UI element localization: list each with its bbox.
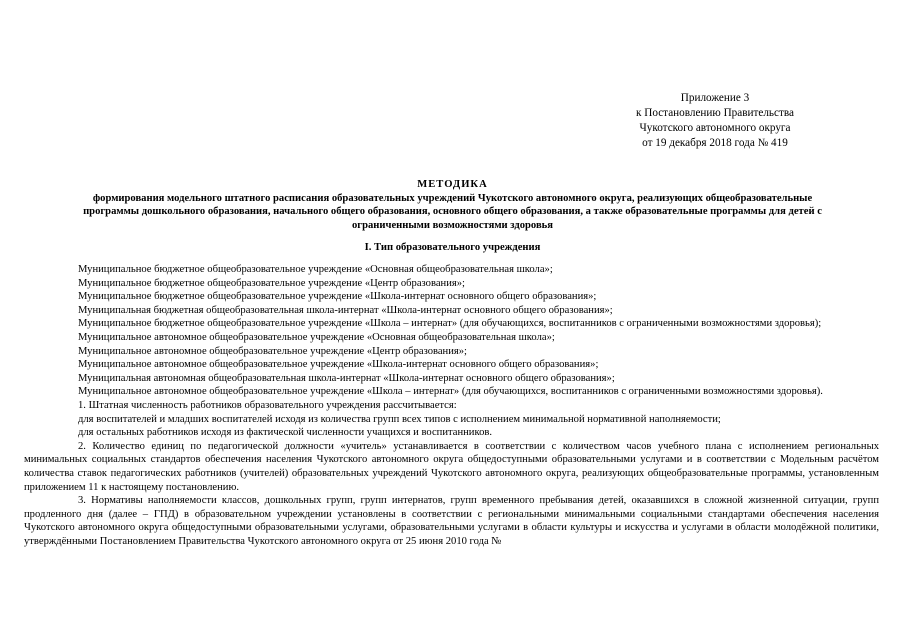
appendix-region: Чукотского автономного округа bbox=[639, 122, 791, 134]
institution-type: Муниципальное бюджетное общеобразовательное учреждение «Школа – интернат» (для обучающихся, воспитанников с ограниченными возможностями здоровья); bbox=[78, 318, 822, 330]
appendix-date: от 19 декабря 2018 года № 419 bbox=[642, 137, 788, 149]
document-title: МЕТОДИКА bbox=[417, 179, 488, 190]
institution-type: Муниципальное бюджетное общеобразовательное учреждение «Школа-интернат основного общего образования»; bbox=[78, 291, 597, 303]
heading-line-3: ограниченными возможностями здоровья bbox=[351, 219, 554, 231]
institution-type: Муниципальное автономное общеобразовательное учреждение «Школа-интернат основного общего образования»; bbox=[78, 359, 599, 371]
institution-type: Муниципальное бюджетное общеобразовательное учреждение «Основная общеобразовательная школа»; bbox=[78, 264, 553, 275]
institution-type: Муниципальное автономное общеобразовательное учреждение «Школа – интернат» (для обучающихся, воспитанников с ограниченными возможностями здоровья). bbox=[78, 386, 823, 398]
institution-type: Муниципальная автономная общеобразовательная школа-интернат «Школа-интернат основного общего образования»; bbox=[78, 372, 615, 384]
institution-type: Муниципальное автономное общеобразовательное учреждение «Основная общеобразовательная школа»; bbox=[78, 331, 555, 343]
paragraph-1b: для остальных работников исходя из фактической численности учащихся и воспитанников. bbox=[78, 427, 493, 439]
document-heading bbox=[20, 178, 885, 232]
institution-type: Муниципальное бюджетное общеобразовательное учреждение «Центр образования»; bbox=[78, 277, 465, 289]
appendix-number: Приложение 3 bbox=[680, 92, 750, 104]
document-body bbox=[24, 263, 879, 548]
institution-type: Муниципальное автономное общеобразовательное учреждение «Центр образования»; bbox=[78, 345, 468, 357]
appendix-block bbox=[600, 91, 830, 151]
appendix-reference: к Постановлению Правительства bbox=[636, 107, 794, 119]
paragraph-1a: для воспитателей и младших воспитателей исходя из количества групп всех типов с исполнением минимальной нормативной наполняемости; bbox=[78, 413, 721, 425]
heading-line-1: формирования модельного штатного расписания образовательных учреждений Чукотского автономного округа, реализующих общеобразовательные bbox=[92, 192, 813, 204]
institution-type: Муниципальная бюджетная общеобразовательная школа-интернат «Школа-интернат основного общего образования»; bbox=[78, 304, 613, 316]
section-title: I. Тип образовательного учреждения bbox=[364, 242, 541, 253]
paragraph-3: 3. Нормативы наполняемости классов, дошкольных групп, групп интернатов, групп временного пребывания детей, оказавшихся в сложной жизненной ситуации, групп продленного дня (далее – ГПД) в образовательном учреждении установлены в соответствии с региональными минимальными социальными стандартами обеспечения населения Чукотского автономного округа общедоступными образовательными услугами, образовательными услугами в области культуры и искусства и услугами в области молодёжной политики, утверждёнными Постановлением Правительства Чукотского автономного округа от 25 июня 2010 года № bbox=[24, 495, 879, 547]
paragraph-2: 2. Количество единиц по педагогической должности «учитель» устанавливается в соответствии с количеством часов учебного плана с исполнением региональных минимальных социальных стандартов обеспечения населения Чукотского автономного округа общедоступными образовательными услугами и в соответствии с Модельным расчётом количества ставок педагогических работников (учителей) образовательных учреждений Чукотского автономного округа, реализующих общеобразовательные программы, установленным приложением 11 к настоящему постановлению. bbox=[24, 440, 879, 493]
heading-line-2: программы дошкольного образования, начального общего образования, основного общего образования, а также образовательные программы для детей с bbox=[83, 206, 822, 217]
paragraph-1: 1. Штатная численность работников образовательного учреждения рассчитывается: bbox=[78, 399, 457, 411]
